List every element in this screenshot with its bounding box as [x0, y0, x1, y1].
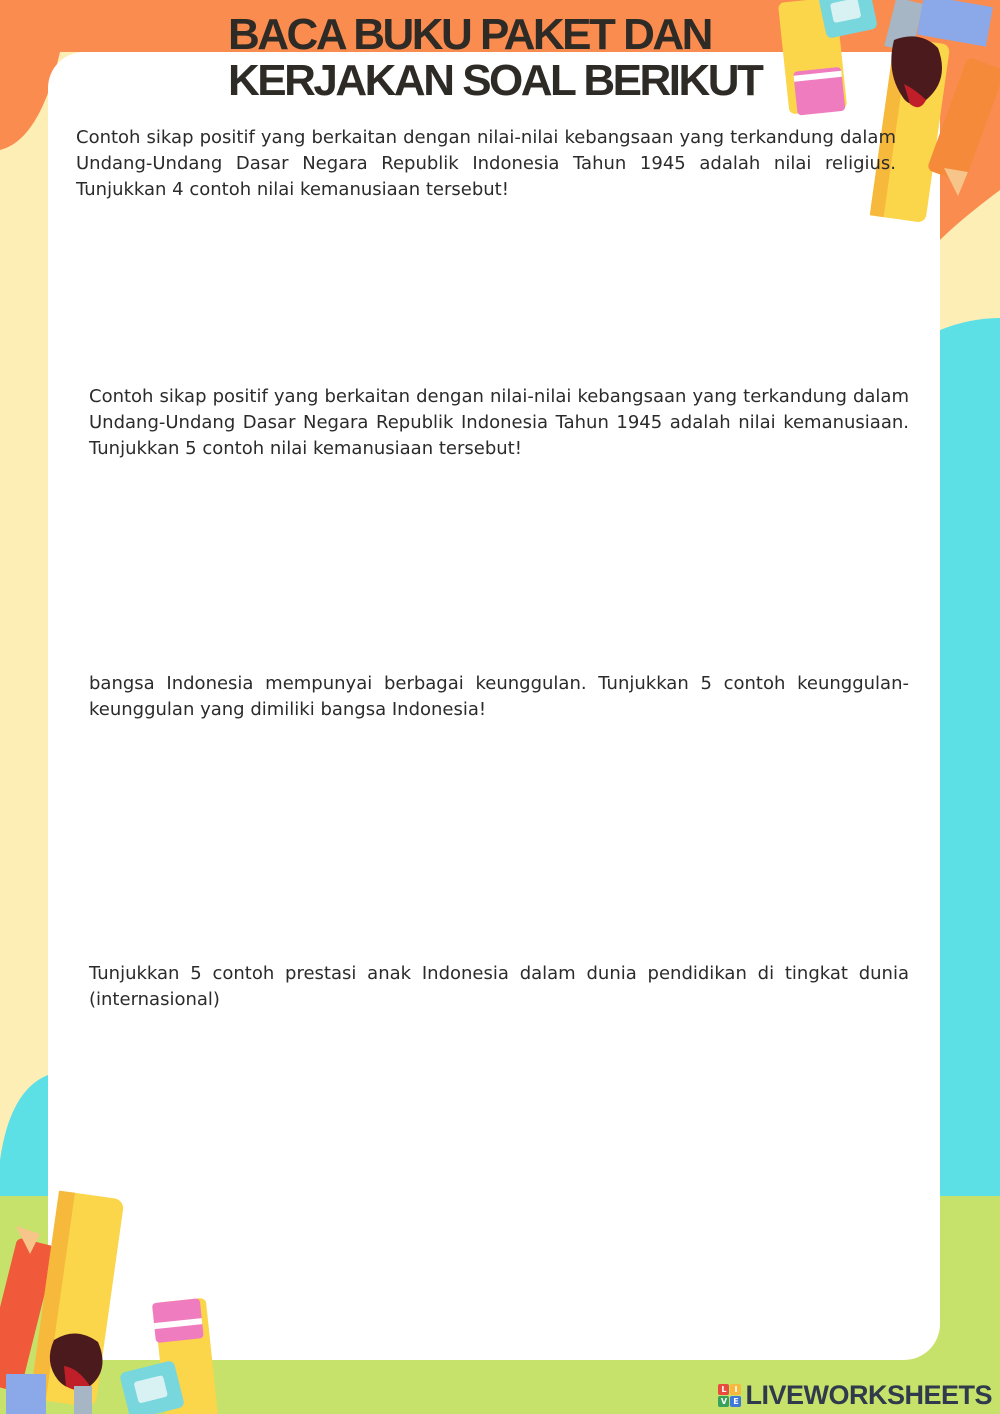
- page-title-line-2: KERJAKAN SOAL BERIKUT: [228, 56, 762, 105]
- question-1: Contoh sikap positif yang berkaitan dengan nilai-nilai kebangsaan yang terkandung dalam Undang-Undang Dasar Negara Republik Indonesia Tahun 1945 adalah nilai religius. Tunjukkan 4 contoh nilai kemanusiaan tersebut!: [76, 127, 896, 200]
- sharpener-icon: [119, 1360, 185, 1414]
- liveworksheets-brand-text: LIVEWORKSHEETS: [745, 1379, 992, 1410]
- page-title-line-1: BACA BUKU PAKET DAN: [228, 10, 711, 59]
- stationery-bottom-left-illustration: [0, 1190, 240, 1414]
- question-4: Tunjukkan 5 contoh prestasi anak Indonesia dalam dunia pendidikan di tingkat dunia (internasional): [89, 963, 909, 1010]
- question-3: bangsa Indonesia mempunyai berbagai keunggulan. Tunjukkan 5 contoh keunggulan-keunggulan yang dimiliki bangsa Indonesia!: [89, 673, 909, 720]
- page-title: [228, 12, 788, 104]
- sharpener-icon: [818, 0, 878, 39]
- liveworksheets-logo-icon: L I V E: [718, 1384, 741, 1407]
- liveworksheets-brand[interactable]: [718, 1378, 992, 1412]
- question-2: Contoh sikap positif yang berkaitan dengan nilai-nilai kebangsaan yang terkandung dalam Undang-Undang Dasar Negara Republik Indonesia Tahun 1945 adalah nilai kemanusiaan. Tunjukkan 5 contoh nilai kemanusiaan tersebut!: [89, 386, 909, 459]
